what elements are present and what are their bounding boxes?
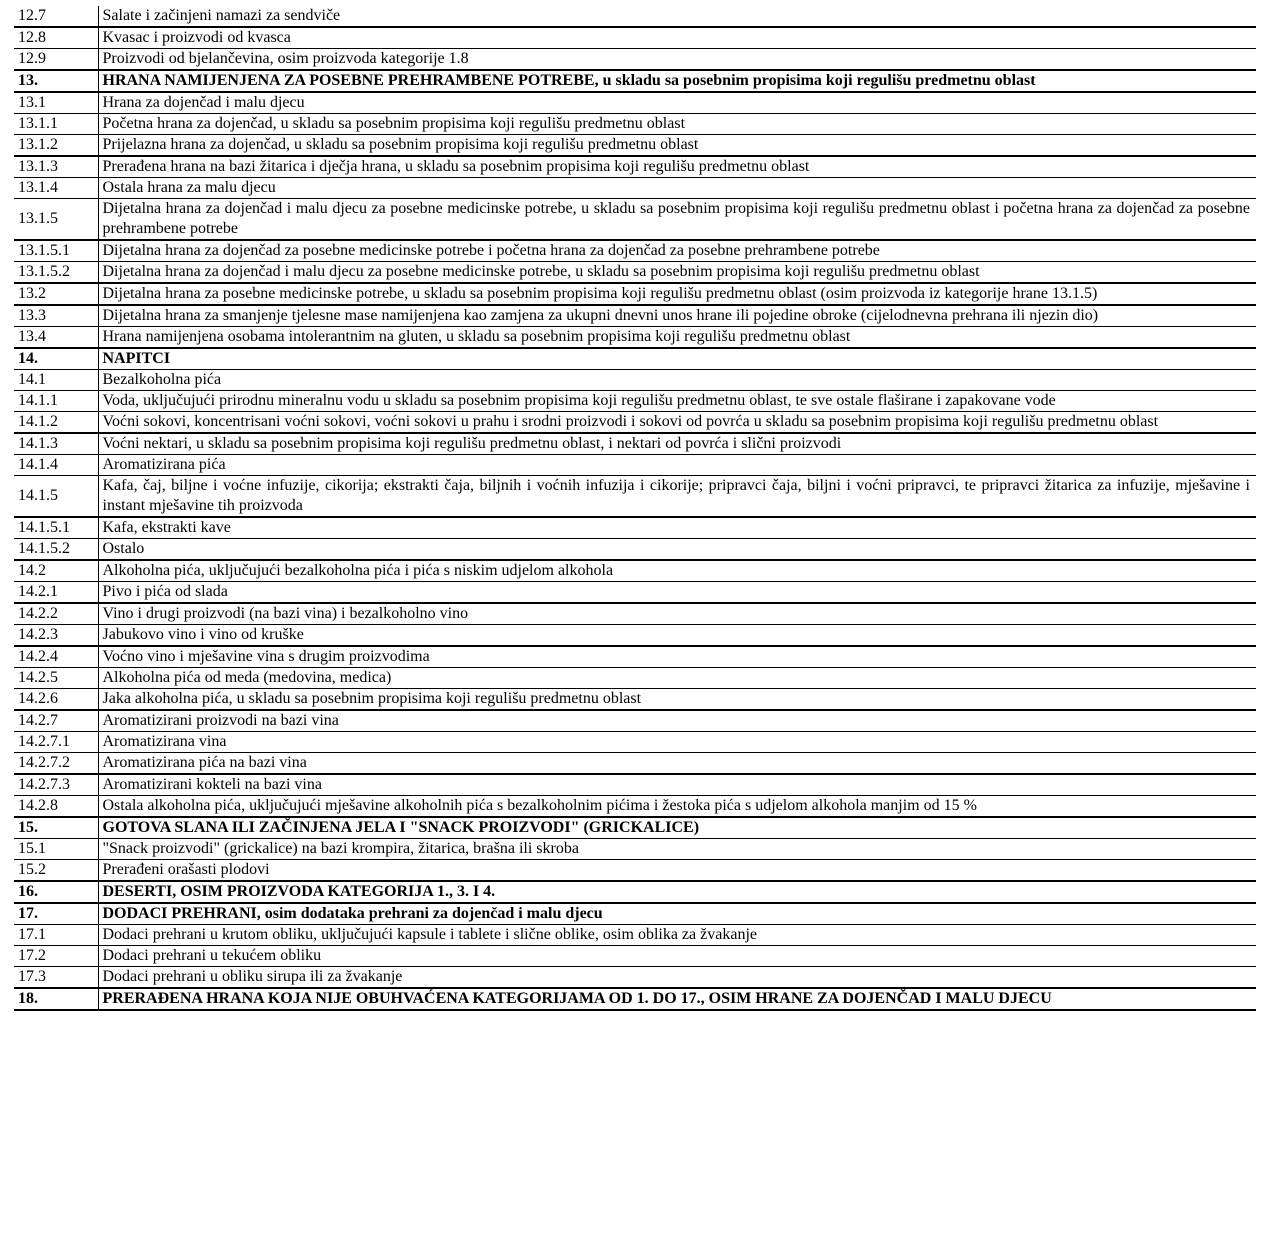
category-code: 14.1.5.1 xyxy=(14,517,98,539)
table-row xyxy=(14,92,1256,114)
category-code: 17.3 xyxy=(14,967,98,989)
category-description: Aromatizirani kokteli na bazi vina xyxy=(98,774,1256,796)
category-code: 14.2.8 xyxy=(14,796,98,818)
table-row xyxy=(14,603,1256,625)
category-code: 17. xyxy=(14,903,98,925)
table-row xyxy=(14,412,1256,434)
category-description: Ostala alkoholna pića, uključujući mješavine alkoholnih pića s bezalkoholnim pićima i žestoka pića s udjelom alkohola manjim od 15 % xyxy=(98,796,1256,818)
category-description: Voćni nektari, u skladu sa posebnim propisima koji regulišu predmetnu oblast, i nektari od povrća i slični proizvodi xyxy=(98,433,1256,455)
table-row xyxy=(14,391,1256,412)
category-code: 14.2 xyxy=(14,560,98,582)
category-code: 17.1 xyxy=(14,925,98,946)
category-code: 13. xyxy=(14,70,98,92)
category-code: 14.2.7 xyxy=(14,710,98,732)
category-description: Dijetalna hrana za smanjenje tjelesne mase namijenjena kao zamjena za ukupni dnevni unos hrane ili pojedine obroke (cijelodnevna prehrana ili njezin dio) xyxy=(98,305,1256,327)
table-row xyxy=(14,370,1256,391)
table-row xyxy=(14,517,1256,539)
category-code: 13.4 xyxy=(14,327,98,349)
category-code: 14.1.1 xyxy=(14,391,98,412)
table-row xyxy=(14,6,1256,27)
table-row xyxy=(14,262,1256,284)
table-row xyxy=(14,582,1256,604)
table-row xyxy=(14,732,1256,753)
category-description: Kafa, čaj, biljne i voćne infuzije, cikorija; ekstrakti čaja, biljnih i voćnih infuzija i cikorije; pripravci čaja, biljni i voćni pripravci, te pripravci žitarica za infuzije, mješavine i instant mješavine tih proizvoda xyxy=(98,476,1256,518)
category-code: 16. xyxy=(14,881,98,903)
category-description: Jaka alkoholna pića, u skladu sa posebnim propisima koji regulišu predmetnu oblast xyxy=(98,689,1256,711)
table-row xyxy=(14,327,1256,349)
table-row xyxy=(14,925,1256,946)
category-description: Početna hrana za dojenčad, u skladu sa posebnim propisima koji regulišu predmetnu oblast xyxy=(98,114,1256,135)
category-description: NAPITCI xyxy=(98,348,1256,370)
table-row xyxy=(14,625,1256,647)
table-row xyxy=(14,860,1256,882)
category-code: 14.1.2 xyxy=(14,412,98,434)
category-description: Dijetalna hrana za dojenčad i malu djecu za posebne medicinske potrebe, u skladu sa posebnim propisima koji regulišu predmetnu oblast xyxy=(98,262,1256,284)
category-description: "Snack proizvodi" (grickalice) na bazi krompira, žitarica, brašna ili skroba xyxy=(98,839,1256,860)
table-row xyxy=(14,903,1256,925)
table-row xyxy=(14,283,1256,305)
table-row xyxy=(14,114,1256,135)
category-description: Pivo i pića od slada xyxy=(98,582,1256,604)
table-row xyxy=(14,135,1256,157)
category-code: 14.1.3 xyxy=(14,433,98,455)
category-code: 14.2.3 xyxy=(14,625,98,647)
table-row xyxy=(14,839,1256,860)
table-row xyxy=(14,817,1256,839)
table-row xyxy=(14,476,1256,518)
table-row xyxy=(14,710,1256,732)
category-code: 14.2.2 xyxy=(14,603,98,625)
table-row xyxy=(14,455,1256,476)
category-description: Dodaci prehrani u krutom obliku, uključujući kapsule i tablete i slične oblike, osim oblika za žvakanje xyxy=(98,925,1256,946)
category-description: Dijetalna hrana za dojenčad za posebne medicinske potrebe i početna hrana za dojenčad za posebne prehrambene potrebe xyxy=(98,240,1256,262)
category-code: 14.1.5.2 xyxy=(14,539,98,561)
category-description: Aromatizirana vina xyxy=(98,732,1256,753)
category-description: Hrana za dojenčad i malu djecu xyxy=(98,92,1256,114)
category-code: 13.1.4 xyxy=(14,178,98,199)
category-code: 13.1.3 xyxy=(14,156,98,178)
table-row xyxy=(14,70,1256,92)
category-description: Proizvodi od bjelančevina, osim proizvoda kategorije 1.8 xyxy=(98,49,1256,71)
category-code: 14.1 xyxy=(14,370,98,391)
table-row xyxy=(14,305,1256,327)
category-description: GOTOVA SLANA ILI ZAČINJENA JELA I "SNACK PROIZVODI" (GRICKALICE) xyxy=(98,817,1256,839)
table-row xyxy=(14,156,1256,178)
category-code: 15.2 xyxy=(14,860,98,882)
table-row xyxy=(14,689,1256,711)
table-row xyxy=(14,539,1256,561)
category-description: Voda, uključujući prirodnu mineralnu vodu u skladu sa posebnim propisima koji regulišu predmetnu oblast, te sve ostale flaširane i zapakovane vode xyxy=(98,391,1256,412)
table-row xyxy=(14,668,1256,689)
table-row xyxy=(14,753,1256,775)
table-row xyxy=(14,560,1256,582)
category-description: PRERAĐENA HRANA KOJA NIJE OBUHVAĆENA KATEGORIJAMA OD 1. DO 17., OSIM HRANE ZA DOJENČAD I MALU DJECU xyxy=(98,988,1256,1010)
table-row xyxy=(14,27,1256,49)
category-description: DESERTI, OSIM PROIZVODA KATEGORIJA 1., 3. I 4. xyxy=(98,881,1256,903)
category-code: 13.1.5.2 xyxy=(14,262,98,284)
category-code: 13.1.1 xyxy=(14,114,98,135)
table-body xyxy=(14,6,1256,1010)
table-row xyxy=(14,348,1256,370)
category-code: 14.2.4 xyxy=(14,646,98,668)
table-row xyxy=(14,946,1256,967)
category-code: 13.1.5.1 xyxy=(14,240,98,262)
category-code: 14.2.1 xyxy=(14,582,98,604)
category-description: Hrana namijenjena osobama intolerantnim na gluten, u skladu sa posebnim propisima koji regulišu predmetnu oblast xyxy=(98,327,1256,349)
category-code: 14.2.7.3 xyxy=(14,774,98,796)
category-description: Aromatizirani proizvodi na bazi vina xyxy=(98,710,1256,732)
table-row xyxy=(14,240,1256,262)
category-code: 14.1.4 xyxy=(14,455,98,476)
category-code: 14.2.7.1 xyxy=(14,732,98,753)
table-row xyxy=(14,199,1256,241)
category-description: Kvasac i proizvodi od kvasca xyxy=(98,27,1256,49)
category-code: 14.2.5 xyxy=(14,668,98,689)
table-row xyxy=(14,881,1256,903)
category-description: Prijelazna hrana za dojenčad, u skladu sa posebnim propisima koji regulišu predmetnu oblast xyxy=(98,135,1256,157)
category-code: 15. xyxy=(14,817,98,839)
category-description: Dodaci prehrani u tekućem obliku xyxy=(98,946,1256,967)
category-description: Aromatizirana pića xyxy=(98,455,1256,476)
category-code: 14.2.7.2 xyxy=(14,753,98,775)
category-code: 17.2 xyxy=(14,946,98,967)
category-description: Ostalo xyxy=(98,539,1256,561)
category-code: 18. xyxy=(14,988,98,1010)
category-description: Dijetalna hrana za dojenčad i malu djecu za posebne medicinske potrebe, u skladu sa posebnim propisima koji regulišu predmetnu oblast i početna hrana za dojenčad za posebne prehrambene potrebe xyxy=(98,199,1256,241)
food-category-table xyxy=(14,6,1256,1011)
table-row xyxy=(14,796,1256,818)
table-row xyxy=(14,49,1256,71)
table-row xyxy=(14,988,1256,1010)
category-code: 13.1 xyxy=(14,92,98,114)
category-description: Salate i začinjeni namazi za sendviče xyxy=(98,6,1256,27)
table-row xyxy=(14,433,1256,455)
category-description: Ostala hrana za malu djecu xyxy=(98,178,1256,199)
category-code: 12.9 xyxy=(14,49,98,71)
category-description: Alkoholna pića od meda (medovina, medica) xyxy=(98,668,1256,689)
table-row xyxy=(14,967,1256,989)
category-description: DODACI PREHRANI, osim dodataka prehrani za dojenčad i malu djecu xyxy=(98,903,1256,925)
category-description: Voćni sokovi, koncentrisani voćni sokovi, voćni sokovi u prahu i srodni proizvodi i sokovi od povrća u skladu sa posebnim propisima koji regulišu predmetnu oblast xyxy=(98,412,1256,434)
category-description: Aromatizirana pića na bazi vina xyxy=(98,753,1256,775)
category-description: Dodaci prehrani u obliku sirupa ili za žvakanje xyxy=(98,967,1256,989)
category-code: 12.8 xyxy=(14,27,98,49)
table-row xyxy=(14,646,1256,668)
category-code: 13.3 xyxy=(14,305,98,327)
category-description: HRANA NAMIJENJENA ZA POSEBNE PREHRAMBENE POTREBE, u skladu sa posebnim propisima koji regulišu predmetnu oblast xyxy=(98,70,1256,92)
category-description: Kafa, ekstrakti kave xyxy=(98,517,1256,539)
category-code: 12.7 xyxy=(18,7,46,24)
category-code: 14. xyxy=(14,348,98,370)
category-description: Vino i drugi proizvodi (na bazi vina) i bezalkoholno vino xyxy=(98,603,1256,625)
category-code: 13.1.2 xyxy=(14,135,98,157)
category-description: Voćno vino i mješavine vina s drugim proizvodima xyxy=(98,646,1256,668)
category-description: Jabukovo vino i vino od kruške xyxy=(98,625,1256,647)
category-code: 13.1.5 xyxy=(14,199,98,241)
category-description: Prerađena hrana na bazi žitarica i dječja hrana, u skladu sa posebnim propisima koji regulišu predmetnu oblast xyxy=(98,156,1256,178)
category-code: 14.1.5 xyxy=(14,476,98,518)
category-code: 13.2 xyxy=(14,283,98,305)
table-row xyxy=(14,178,1256,199)
category-description: Prerađeni orašasti plodovi xyxy=(98,860,1256,882)
category-code: 15.1 xyxy=(14,839,98,860)
category-description: Dijetalna hrana za posebne medicinske potrebe, u skladu sa posebnim propisima koji regulišu predmetnu oblast (osim proizvoda iz kategorije hrane 13.1.5) xyxy=(98,283,1256,305)
category-description: Alkoholna pića, uključujući bezalkoholna pića i pića s niskim udjelom alkohola xyxy=(98,560,1256,582)
category-description: Bezalkoholna pića xyxy=(98,370,1256,391)
category-code: 14.2.6 xyxy=(14,689,98,711)
table-row xyxy=(14,774,1256,796)
